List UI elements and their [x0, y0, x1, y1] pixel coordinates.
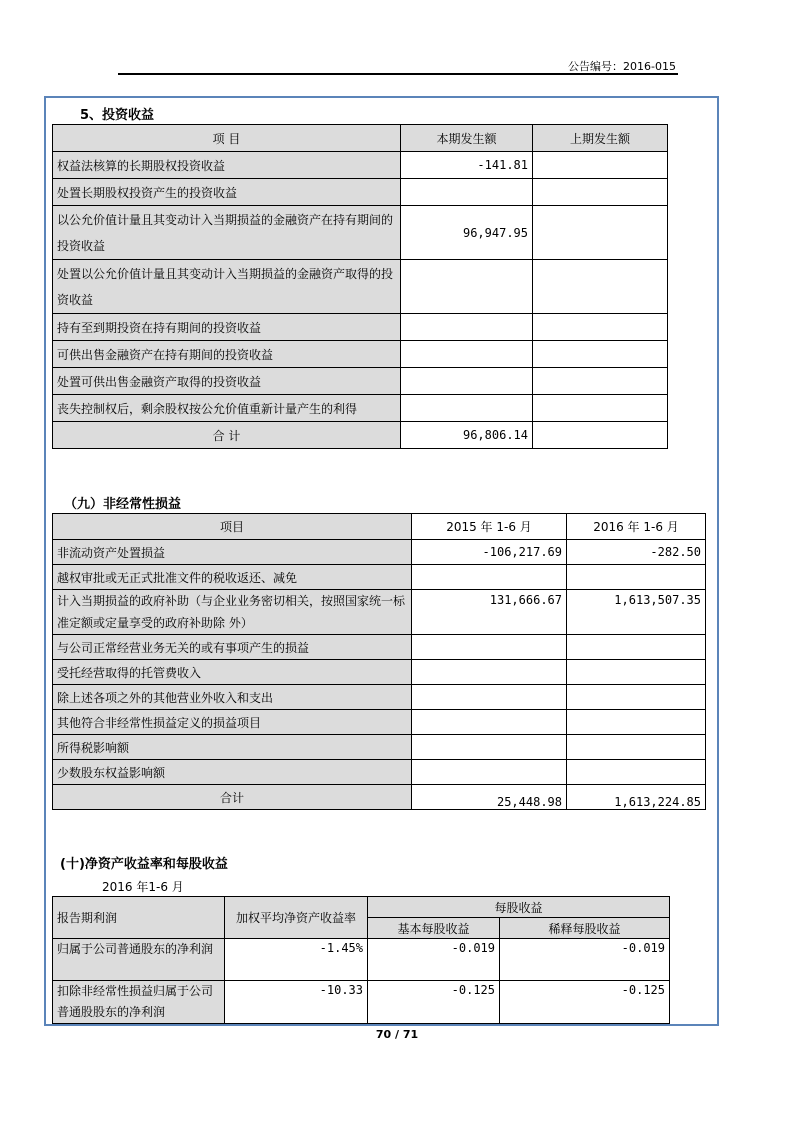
value-2016	[567, 660, 706, 685]
value-2015	[412, 635, 567, 660]
table-row	[53, 260, 668, 314]
row-label: 丧失控制权后，剩余股权按公允价值重新计量产生的利得	[53, 395, 401, 422]
row-label: 可供出售金融资产在持有期间的投资收益	[53, 341, 401, 368]
row-label: 以公允价值计量且其变动计入当期损益的金融资产在持有期间的投资收益	[53, 206, 401, 260]
col-header-diluted-eps: 稀释每股收益	[500, 918, 670, 939]
table-row	[53, 981, 670, 1024]
value-2015	[412, 565, 567, 590]
diluted-eps-value: -0.019	[500, 939, 670, 981]
period-label: 2016 年1-6 月	[102, 880, 184, 894]
value-2016	[567, 565, 706, 590]
value-2016	[567, 735, 706, 760]
table-row	[53, 179, 668, 206]
value-2015	[412, 710, 567, 735]
row-label: 除上述各项之外的其他营业外收入和支出	[53, 685, 412, 710]
current-value: 96,947.95	[401, 206, 533, 260]
current-value	[401, 260, 533, 314]
value-2015: -106,217.69	[412, 540, 567, 565]
table-row	[53, 735, 706, 760]
col-header-2016: 2016 年 1-6 月	[567, 514, 706, 540]
col-header-current: 本期发生额	[401, 125, 533, 152]
row-label: 持有至到期投资在持有期间的投资收益	[53, 314, 401, 341]
prior-value	[533, 179, 668, 206]
section-10-title: (十)净资产收益率和每股收益	[60, 857, 228, 872]
table-row	[53, 314, 668, 341]
roe-eps-table	[52, 896, 670, 1024]
total-2016: 1,613,224.85	[567, 785, 706, 810]
table-header-row	[53, 897, 670, 918]
row-label: 少数股东权益影响额	[53, 760, 412, 785]
table-row	[53, 368, 668, 395]
table-row	[53, 760, 706, 785]
row-label: 越权审批或无正式批准文件的税收返还、减免	[53, 565, 412, 590]
table-row	[53, 590, 706, 635]
header-rule	[118, 73, 678, 75]
prior-value	[533, 260, 668, 314]
table-row	[53, 395, 668, 422]
basic-eps-value: -0.125	[368, 981, 500, 1024]
total-row	[53, 785, 706, 810]
total-current: 96,806.14	[401, 422, 533, 449]
value-2016: 1,613,507.35	[567, 590, 706, 635]
table-header-row	[53, 514, 706, 540]
investment-income-table	[52, 124, 668, 449]
table-row	[53, 635, 706, 660]
row-label: 所得税影响额	[53, 735, 412, 760]
value-2015	[412, 760, 567, 785]
section-9-title: （九）非经常性损益	[64, 497, 182, 512]
diluted-eps-value: -0.125	[500, 981, 670, 1024]
col-header-prior: 上期发生额	[533, 125, 668, 152]
value-2015	[412, 685, 567, 710]
total-label: 合计	[53, 785, 412, 810]
value-2016	[567, 635, 706, 660]
row-label: 计入当期损益的政府补助（与企业业务密切相关，按照国家统一标准定额或定量享受的政府补助除 外）	[53, 590, 412, 635]
value-2016	[567, 760, 706, 785]
roe-value: -1.45%	[225, 939, 368, 981]
current-value	[401, 179, 533, 206]
current-value	[401, 368, 533, 395]
row-label: 处置可供出售金融资产取得的投资收益	[53, 368, 401, 395]
section-5-title: 5、投资收益	[80, 108, 155, 123]
value-2015	[412, 660, 567, 685]
total-label: 合 计	[53, 422, 401, 449]
row-label: 与公司正常经营业务无关的或有事项产生的损益	[53, 635, 412, 660]
value-2016: -282.50	[567, 540, 706, 565]
value-2015: 131,666.67	[412, 590, 567, 635]
table-row	[53, 685, 706, 710]
col-header-2015: 2015 年 1-6 月	[412, 514, 567, 540]
current-value	[401, 314, 533, 341]
col-header-basic-eps: 基本每股收益	[368, 918, 500, 939]
row-label: 其他符合非经常性损益定义的损益项目	[53, 710, 412, 735]
total-2015: 25,448.98	[412, 785, 567, 810]
prior-value	[533, 368, 668, 395]
col-header-eps: 每股收益	[368, 897, 670, 918]
row-label: 扣除非经常性损益归属于公司普通股股东的净利润	[53, 981, 225, 1024]
col-header-profit: 报告期利润	[53, 897, 225, 939]
total-prior	[533, 422, 668, 449]
col-header-item: 项目	[53, 514, 412, 540]
notice-number: 公告编号：2016-015	[568, 60, 676, 73]
table-row	[53, 939, 670, 981]
current-value: -141.81	[401, 152, 533, 179]
current-value	[401, 395, 533, 422]
table-header-row	[53, 125, 668, 152]
table-row	[53, 710, 706, 735]
table-row	[53, 660, 706, 685]
page-number: 70 / 71	[375, 1028, 419, 1041]
prior-value	[533, 314, 668, 341]
total-row	[53, 422, 668, 449]
row-label: 受托经营取得的托管费收入	[53, 660, 412, 685]
roe-value: -10.33	[225, 981, 368, 1024]
prior-value	[533, 395, 668, 422]
row-label: 处置长期股权投资产生的投资收益	[53, 179, 401, 206]
col-header-item: 项 目	[53, 125, 401, 152]
prior-value	[533, 341, 668, 368]
row-label: 归属于公司普通股东的净利润	[53, 939, 225, 981]
table-row	[53, 341, 668, 368]
row-label: 处置以公允价值计量且其变动计入当期损益的金融资产取得的投资收益	[53, 260, 401, 314]
basic-eps-value: -0.019	[368, 939, 500, 981]
row-label: 非流动资产处置损益	[53, 540, 412, 565]
col-header-roe: 加权平均净资产收益率	[225, 897, 368, 939]
table-row	[53, 540, 706, 565]
prior-value	[533, 152, 668, 179]
row-label: 权益法核算的长期股权投资收益	[53, 152, 401, 179]
table-row	[53, 152, 668, 179]
value-2015	[412, 735, 567, 760]
table-row	[53, 565, 706, 590]
table-row	[53, 206, 668, 260]
value-2016	[567, 685, 706, 710]
value-2016	[567, 710, 706, 735]
prior-value	[533, 206, 668, 260]
non-recurring-gains-table	[52, 513, 706, 810]
current-value	[401, 341, 533, 368]
